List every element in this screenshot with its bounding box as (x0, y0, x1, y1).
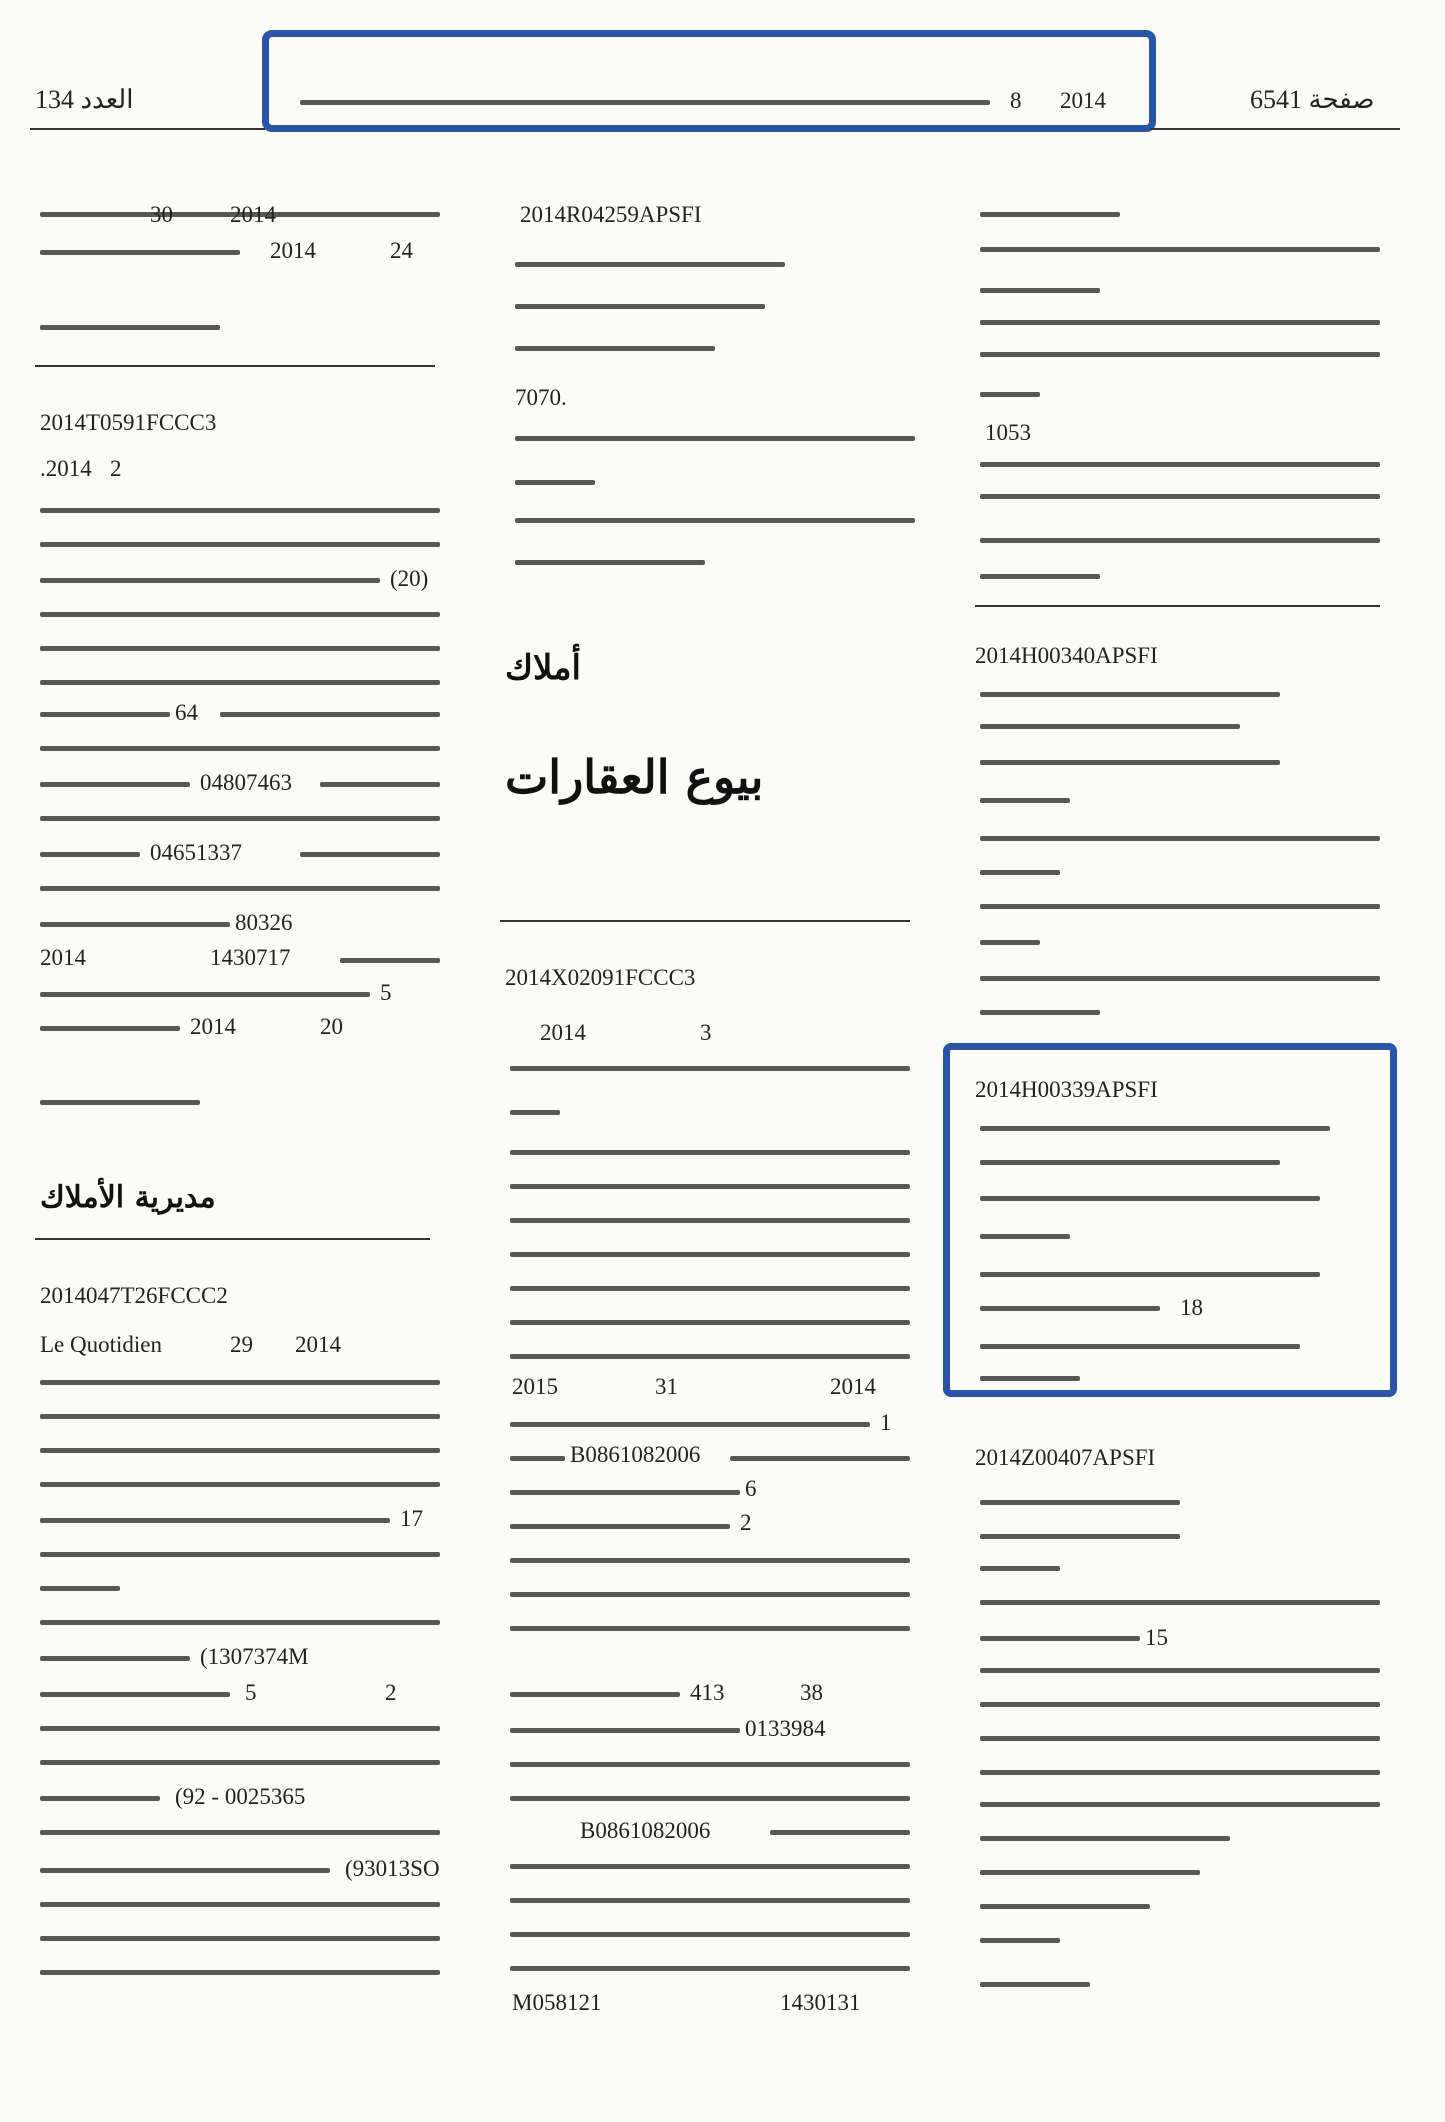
right-num-c: 15 (1145, 1625, 1168, 1650)
left-num-k: 2 (385, 1680, 397, 1705)
middle-date-b-year: 2014 (830, 1374, 876, 1399)
left-num-d: 04807463 (200, 770, 292, 795)
left-date-top-3: 30 (150, 202, 173, 227)
header-highlight-box (262, 30, 1156, 132)
middle-date-a: 2014 (540, 1020, 586, 1045)
left-num-j: (1307374M (200, 1644, 309, 1669)
right-num-a: 1053 (985, 420, 1031, 445)
left-num-h3: 5 (380, 980, 392, 1005)
middle-ref-1: 2014R04259APSFI (520, 202, 702, 227)
middle-date-b-day: 31 (655, 1374, 678, 1399)
right-ref-2: 2014H00339APSFI (975, 1077, 1158, 1102)
middle-num-a: 7070. (515, 385, 567, 410)
right-ref-1: 2014H00340APSFI (975, 643, 1158, 668)
middle-ref-3b: M058121 (512, 1990, 602, 2015)
left-newspaper: Le Quotidien (40, 1332, 162, 1357)
middle-ref-2: 2014X02091FCCC3 (505, 965, 696, 990)
page-number-left: 134 ﺍﻟﻌﺪﺩ (35, 85, 134, 114)
middle-date-b: 2015 (512, 1374, 558, 1399)
middle-ref-3: 1430131 (780, 1990, 861, 2015)
middle-num-f: 38 (800, 1680, 823, 1705)
left-date-b: 2014 (295, 1332, 341, 1357)
left-date-top-4: 2014 (230, 202, 276, 227)
left-ref-1: 2014T0591FCCC3 (40, 410, 217, 435)
header-title-text (300, 100, 990, 105)
left-num-b: (20) (390, 566, 429, 591)
left-num-h2: 2014 (190, 1014, 236, 1039)
middle-num-c: B0861082006 (570, 1442, 701, 1467)
right-ref-3: 2014Z00407APSFI (975, 1445, 1156, 1470)
left-num-m: (93013SO (345, 1856, 440, 1881)
right-num-b: 18 (1180, 1295, 1203, 1320)
middle-num-b: 1 (880, 1410, 892, 1435)
section-title-buyu: ﺑﻴﻮﻉ ﺍﻟﻌﻘﺎﺭﺍﺕ (505, 750, 764, 804)
left-date-b-day: 29 (230, 1332, 253, 1357)
middle-date-a-day: 3 (700, 1020, 712, 1045)
left-num-h: 20 (320, 1014, 343, 1039)
middle-num-h: 0133984 (745, 1716, 826, 1741)
left-ref-2: 2014047T26FCCC2 (40, 1283, 228, 1308)
left-num-g2: 1430717 (210, 945, 291, 970)
section-title-amlak: ﺃﻣﻼﻙ (505, 648, 581, 688)
header-year: 2014 (1060, 88, 1106, 113)
left-section-title: ﻣﺪﻳﺮﻳﺔ ﺍﻷﻣﻼﻙ (40, 1180, 216, 1215)
left-num-e: 04651337 (150, 840, 242, 865)
left-num-k2: 5 (245, 1680, 257, 1705)
header-rule-left (30, 128, 265, 130)
left-num-a: 2 (110, 456, 122, 481)
left-num-c: 64 (175, 700, 198, 725)
left-num-f: 80326 (235, 910, 293, 935)
left-num-g: 2014 (40, 945, 86, 970)
middle-num-e: 2 (740, 1510, 752, 1535)
left-date-top-1: 24 (390, 238, 413, 263)
left-num-a-year: .2014 (40, 456, 92, 481)
middle-num-i: B0861082006 (580, 1818, 711, 1843)
header-rule-right (1150, 128, 1400, 130)
header-day: 8 (1010, 88, 1022, 113)
left-num-l: (92 - 0025365 (175, 1784, 306, 1809)
middle-num-d: 6 (745, 1476, 757, 1501)
middle-num-g: 413 (690, 1680, 725, 1705)
left-num-i: 17 (400, 1506, 423, 1531)
left-date-top-2: 2014 (270, 238, 316, 263)
page-number-right: 6541 ﺻﻔﺤﺔ (1250, 85, 1375, 114)
